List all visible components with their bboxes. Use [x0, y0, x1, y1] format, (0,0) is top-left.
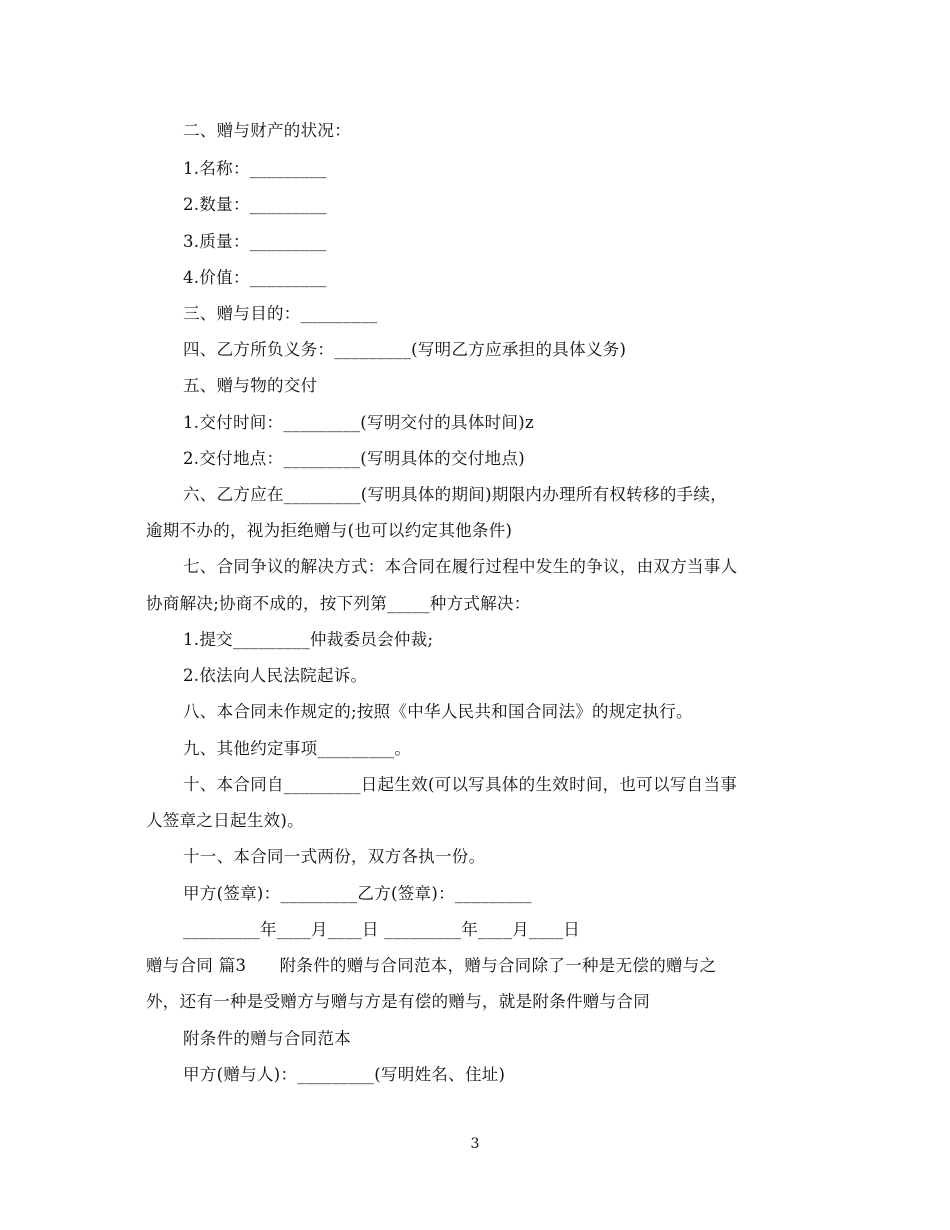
field-value: 4.价值：_________	[183, 268, 327, 287]
delivery-place: 2.交付地点：_________(写明具体的交付地点)	[183, 449, 525, 468]
section-6-line-1: 六、乙方应在_________(写明具体的期间)期限内办理所有权转移的手续，	[183, 485, 728, 504]
section-2-heading: 二、赠与财产的状况：	[183, 121, 351, 140]
section-6-line-2: 逾期不办的，视为拒绝赠与(也可以约定其他条件)	[146, 521, 513, 540]
date-line: _________年____月____日 _________年____月____日	[183, 920, 581, 939]
chapter-3-intro-line-2: 外，还有一种是受赠方与赠与方是有偿的赠与，就是附条件赠与合同	[146, 992, 650, 1011]
section-10-line-1: 十、本合同自_________日起生效(可以写具体的生效时间，也可以写自当事	[183, 775, 738, 794]
dispute-option-1: 1.提交_________仲裁委员会仲裁;	[183, 630, 434, 649]
section-7-line-2: 协商解决;协商不成的，按下列第_____种方式解决：	[146, 594, 531, 613]
field-quantity: 2.数量：_________	[183, 195, 327, 214]
delivery-time: 1.交付时间：_________(写明交付的具体时间)z	[183, 413, 534, 432]
dispute-option-2: 2.依法向人民法院起诉。	[183, 666, 368, 685]
section-7-line-1: 七、合同争议的解决方式：本合同在履行过程中发生的争议，由双方当事人	[183, 557, 738, 576]
section-11: 十一、本合同一式两份，双方各执一份。	[183, 847, 486, 866]
template-title: 附条件的赠与合同范本	[183, 1029, 351, 1048]
section-10-line-2: 人签章之日起生效)。	[146, 811, 304, 830]
section-5-heading: 五、赠与物的交付	[183, 376, 318, 395]
signature-line: 甲方(签章)：_________乙方(签章)：_________	[183, 884, 532, 903]
field-quality: 3.质量：_________	[183, 232, 327, 251]
section-4-obligations: 四、乙方所负义务：_________(写明乙方应承担的具体义务)	[183, 340, 627, 359]
chapter-3-intro-line-1: 赠与合同 篇3 附条件的赠与合同范本，赠与合同除了一种是无偿的赠与之	[146, 956, 717, 975]
section-9: 九、其他约定事项_________。	[183, 739, 412, 758]
section-8: 八、本合同未作规定的;按照《中华人民共和国合同法》的规定执行。	[183, 702, 693, 721]
section-3-purpose: 三、赠与目的：_________	[183, 304, 378, 323]
field-name: 1.名称：_________	[183, 159, 327, 178]
party-a-donor: 甲方(赠与人)：_________(写明姓名、住址)	[183, 1065, 506, 1084]
page-number: 3	[470, 1136, 480, 1152]
